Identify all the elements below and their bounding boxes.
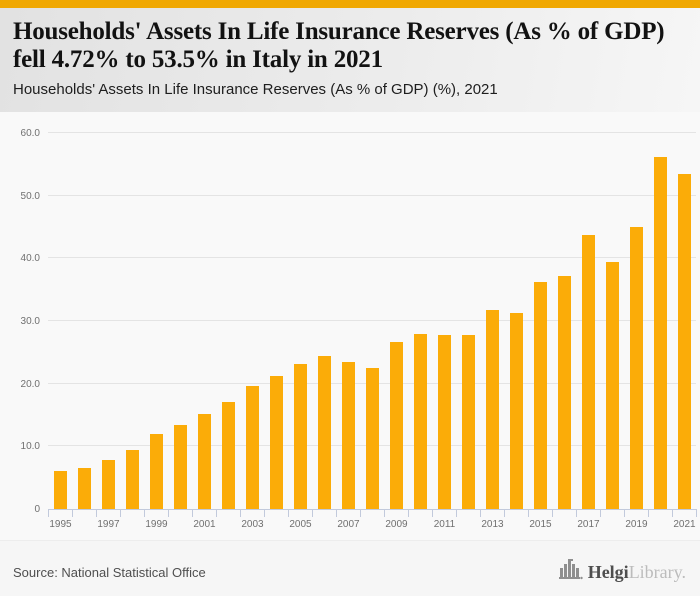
- x-axis-label: 2009: [385, 519, 408, 530]
- x-axis-tick: [456, 509, 457, 517]
- x-axis-tick: [216, 509, 217, 517]
- x-axis-label: 2021: [673, 519, 696, 530]
- bar-2006[interactable]: [318, 356, 331, 509]
- x-axis-label: 2001: [193, 519, 216, 530]
- x-axis-tick: [552, 509, 553, 517]
- x-axis-tick: [432, 509, 433, 517]
- y-axis-label: 30.0: [20, 316, 40, 327]
- bar-2000[interactable]: [174, 425, 187, 509]
- x-axis-label: 1995: [49, 519, 72, 530]
- x-axis-tick: [264, 509, 265, 517]
- grid-line: [48, 320, 696, 321]
- x-axis-tick: [504, 509, 505, 517]
- bar-1996[interactable]: [78, 468, 91, 509]
- helgilibrary-logo[interactable]: [559, 559, 686, 585]
- x-axis-tick: [312, 509, 313, 517]
- chart-subtitle: Households' Assets In Life Insurance Reserves (As % of GDP) (%), 2021: [13, 81, 498, 98]
- grid-line: [48, 132, 696, 133]
- x-axis-tick: [288, 509, 289, 517]
- chart-footer: [0, 540, 700, 596]
- x-axis-label: 1999: [145, 519, 168, 530]
- y-axis: [0, 128, 40, 515]
- bar-2019[interactable]: [630, 227, 643, 509]
- x-axis-tick: [696, 509, 697, 517]
- x-axis-tick: [192, 509, 193, 517]
- headline: Households' Assets In Life Insurance Reserves (As % of GDP) fell 4.72% to 53.5% in Italy in 2021: [13, 18, 665, 73]
- y-axis-label: 40.0: [20, 253, 40, 265]
- bar-2007[interactable]: [342, 362, 355, 509]
- grid-line: [48, 195, 696, 196]
- x-axis-tick: [72, 509, 73, 517]
- bar-2005[interactable]: [294, 364, 307, 509]
- bar-2021[interactable]: [678, 174, 691, 509]
- x-axis-label: 2015: [529, 519, 552, 530]
- x-axis-tick: [600, 509, 601, 517]
- y-axis-label: 60.0: [20, 128, 40, 139]
- x-axis-label: 2013: [481, 519, 504, 530]
- x-axis-label: 2005: [289, 519, 312, 530]
- top-accent-bar: [0, 0, 700, 8]
- bar-2002[interactable]: [222, 402, 235, 509]
- bar-2010[interactable]: [414, 334, 427, 509]
- y-axis-label: 0: [34, 504, 40, 515]
- x-axis-tick: [360, 509, 361, 517]
- bar-2012[interactable]: [462, 335, 475, 509]
- bar-2014[interactable]: [510, 313, 523, 509]
- x-axis-tick: [120, 509, 121, 517]
- x-axis-tick: [336, 509, 337, 517]
- bar-1999[interactable]: [150, 434, 163, 509]
- x-axis-label: 2011: [433, 519, 456, 530]
- x-axis-label: 2019: [625, 519, 648, 530]
- bar-2015[interactable]: [534, 282, 547, 509]
- plot-area: [48, 133, 696, 530]
- x-axis-tick: [672, 509, 673, 517]
- x-axis-tick: [384, 509, 385, 517]
- chart-header: [0, 8, 700, 112]
- x-axis-tick: [48, 509, 49, 517]
- x-axis-tick: [480, 509, 481, 517]
- helgilibrary-organ-icon: [559, 559, 583, 585]
- bar-2004[interactable]: [270, 376, 283, 509]
- x-axis-tick: [624, 509, 625, 517]
- bar-2008[interactable]: [366, 368, 379, 509]
- grid-line: [48, 257, 696, 258]
- x-axis-label: 2003: [241, 519, 264, 530]
- bar-1995[interactable]: [54, 471, 67, 509]
- bar-1998[interactable]: [126, 450, 139, 509]
- bar-2001[interactable]: [198, 414, 211, 509]
- x-axis-label: 2017: [577, 519, 600, 530]
- x-axis-label: 2007: [337, 519, 360, 530]
- bar-2003[interactable]: [246, 386, 259, 509]
- bar-2016[interactable]: [558, 276, 571, 509]
- bar-2018[interactable]: [606, 262, 619, 509]
- y-axis-label: 10.0: [20, 441, 40, 453]
- x-axis-tick: [240, 509, 241, 517]
- x-axis-tick: [576, 509, 577, 517]
- bar-2009[interactable]: [390, 342, 403, 509]
- logo-brand-primary: Helgi: [587, 561, 629, 582]
- x-axis-tick: [648, 509, 649, 517]
- bar-1997[interactable]: [102, 460, 115, 510]
- bar-2020[interactable]: [654, 157, 667, 509]
- x-axis-tick: [96, 509, 97, 517]
- source-text: Source: National Statistical Office: [13, 565, 206, 580]
- y-axis-label: 50.0: [20, 190, 40, 202]
- x-axis-label: 1997: [97, 519, 120, 530]
- y-axis-label: 20.0: [20, 378, 40, 390]
- bar-2011[interactable]: [438, 335, 451, 509]
- x-axis-tick: [528, 509, 529, 517]
- x-axis-tick: [144, 509, 145, 517]
- logo-brand-secondary: Library.: [628, 561, 686, 582]
- bar-chart: [0, 112, 700, 540]
- x-axis-tick: [408, 509, 409, 517]
- x-axis-tick: [168, 509, 169, 517]
- bar-2017[interactable]: [582, 235, 595, 509]
- bar-2013[interactable]: [486, 310, 499, 509]
